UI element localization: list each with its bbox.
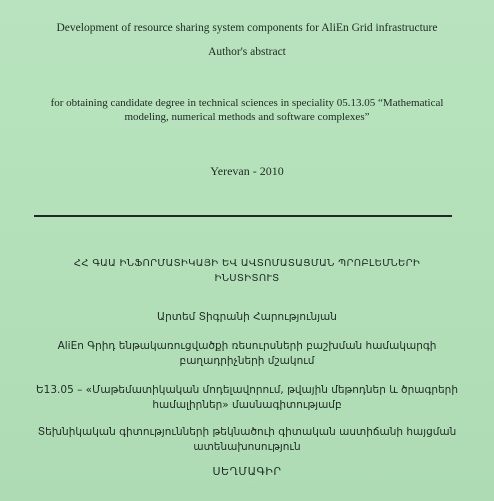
- english-degree-line-2: modeling, numerical methods and software complexes”: [124, 111, 370, 123]
- english-degree-line-1: for obtaining candidate degree in technical sciences in speciality 05.13.05 “Mathematical: [50, 97, 444, 109]
- english-subtitle: Author's abstract: [208, 46, 286, 58]
- horizontal-rule: [34, 215, 452, 217]
- author-name: Արտեմ Տիգրանի Հարությունյան: [157, 311, 337, 323]
- armenian-title-line-1: AliEn Գրիդ ենթակառուցվածքի ռեսուրսների բաշխման համակարգի: [57, 340, 437, 352]
- speciality-line-1: Ե13.05 – «Մաթեմատիկական մոդելավորում, թվային մեթոդներ և ծրագրերի: [36, 384, 458, 396]
- armenian-degree-line-2: ատենախոսություն: [193, 441, 301, 453]
- armenian-degree-line-1: Տեխնիկական գիտությունների թեկնածուի գիտական աստիճանի հայցման: [37, 426, 457, 438]
- english-place-year: Yerevan - 2010: [210, 164, 284, 178]
- institute-line-1: ՀՀ ԳԱԱ ԻՆՖՈՐՄԱՏԻԿԱՅԻ ԵՎ ԱՎՏՈՄԱՏԱՑՄԱՆ ՊՐՈԲԼԵՄՆԵՐԻ: [73, 258, 421, 269]
- abstract-heading: ՍԵՂՄԱԳԻՐ: [212, 465, 282, 478]
- speciality-line-2: համալիրներ» մասնագիտությամբ: [152, 399, 342, 411]
- armenian-title-line-2: բաղադրիչների մշակում: [179, 355, 315, 367]
- english-title: Development of resource sharing system components for AliEn Grid infrastructure: [56, 22, 438, 34]
- institute-line-2: ԻՆՍՏԻՏՈՒՏ: [214, 273, 280, 284]
